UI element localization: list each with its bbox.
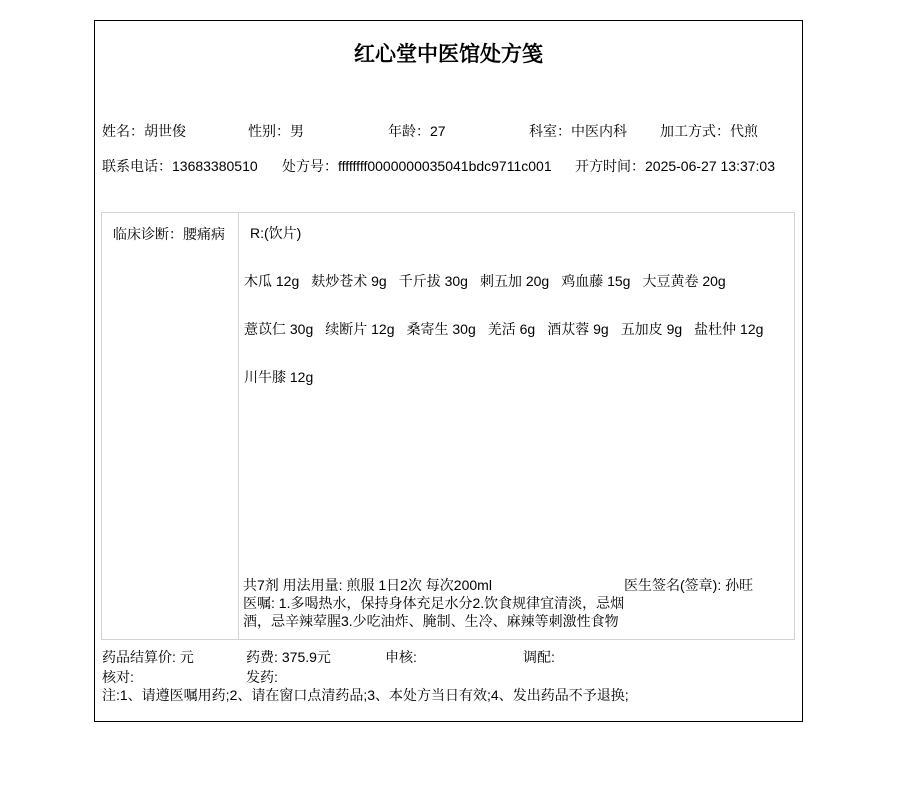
field-phone <box>102 158 258 175</box>
herb-row-3 <box>244 370 794 385</box>
field-label: 发药: <box>246 669 278 685</box>
herb-row-1 <box>244 274 794 289</box>
herb-item: 麸炒苍术 9g <box>311 273 387 289</box>
herb-item: 五加皮 9g <box>620 321 683 337</box>
herb-item: 刺五加 20g <box>479 273 550 289</box>
settlement-row <box>95 649 802 666</box>
herb-item: 羌活 6g <box>487 321 536 337</box>
usage-line: 共7剂 用法用量: 煎服 1日2次 每次200ml <box>243 577 492 593</box>
field-label: 姓名： <box>102 123 144 139</box>
field-prepare <box>523 649 559 666</box>
field-label: 开方时间： <box>575 158 645 174</box>
field-medicine-fee <box>246 649 331 666</box>
field-value: 胡世俊 <box>144 123 186 139</box>
field-rx-number <box>282 158 552 175</box>
prescription-sheet <box>94 20 803 722</box>
field-issue-time <box>575 158 775 175</box>
diagnosis-cell <box>102 213 239 639</box>
field-label: 联系电话： <box>102 158 172 174</box>
diagnosis-label: 临床诊断： <box>113 226 183 242</box>
doctor-signature: 医生签名(签章): 孙旺 <box>624 577 754 593</box>
field-value: 代煎 <box>730 123 758 139</box>
herb-item: 酒苁蓉 9g <box>547 321 609 337</box>
prescription-cell <box>239 213 794 639</box>
usage-note: 注:1、请遵医嘱用药;2、请在窗口点清药品;3、本处方当日有效;4、发出药品不予退换; <box>102 687 629 703</box>
field-value: 375.9元 <box>281 649 331 665</box>
field-label: 加工方式： <box>660 123 730 139</box>
herb-item: 盐杜仲 12g <box>694 321 764 337</box>
medical-advice: 医嘱: 1.多喝热水，保持身体充足水分2.饮食规律宜清淡，忌烟酒，忌辛辣荤腥3.少吃油炸、腌制、生冷、麻辣等刺激性食物 <box>243 595 625 629</box>
field-label: 科室： <box>529 123 571 139</box>
herb-item: 鸡血藤 15g <box>561 273 631 289</box>
field-label: 药费: <box>246 649 278 665</box>
field-patient-name <box>102 123 186 140</box>
field-value: 27 <box>430 123 446 139</box>
field-value: 13683380510 <box>172 158 258 174</box>
herb-item: 桑寄生 30g <box>406 321 476 337</box>
rx-type-header: R:(饮片) <box>250 225 302 241</box>
herb-item: 川牛膝 12g <box>244 369 314 385</box>
patient-info-row <box>95 123 802 140</box>
diagnosis-value: 腰痛病 <box>183 226 225 242</box>
field-review <box>385 649 421 666</box>
contact-info-row <box>95 158 802 175</box>
herb-item: 续断片 12g <box>325 321 395 337</box>
field-value: 中医内科 <box>571 123 627 139</box>
field-value: ffffffff0000000035041bdc9711c001 <box>338 158 552 174</box>
field-value: 2025-06-27 13:37:03 <box>645 158 775 174</box>
field-dispense <box>246 669 282 686</box>
field-value: 男 <box>290 123 304 139</box>
field-label: 核对: <box>102 669 134 685</box>
field-label: 调配: <box>523 649 555 665</box>
field-label: 药品结算价: <box>102 649 176 665</box>
field-age <box>388 123 446 140</box>
field-settle-price <box>102 649 194 666</box>
field-gender <box>248 123 304 140</box>
herb-item: 薏苡仁 30g <box>244 321 314 337</box>
field-value: 元 <box>179 649 194 665</box>
herb-item: 木瓜 12g <box>244 273 300 289</box>
field-label: 申核: <box>385 649 417 665</box>
check-dispense-row <box>95 669 802 686</box>
herb-item: 大豆黄卷 20g <box>642 273 726 289</box>
field-check <box>102 669 138 686</box>
field-label: 年龄： <box>388 123 430 139</box>
rx-footer-block <box>243 576 791 630</box>
page-title: 红心堂中医馆处方笺 <box>354 43 543 66</box>
herb-row-2 <box>244 322 794 337</box>
field-label: 处方号： <box>282 158 338 174</box>
prescription-table <box>101 212 795 640</box>
field-department <box>529 123 627 140</box>
field-processing-method <box>660 123 758 140</box>
field-label: 性别： <box>248 123 290 139</box>
herb-item: 千斤拔 30g <box>398 273 468 289</box>
